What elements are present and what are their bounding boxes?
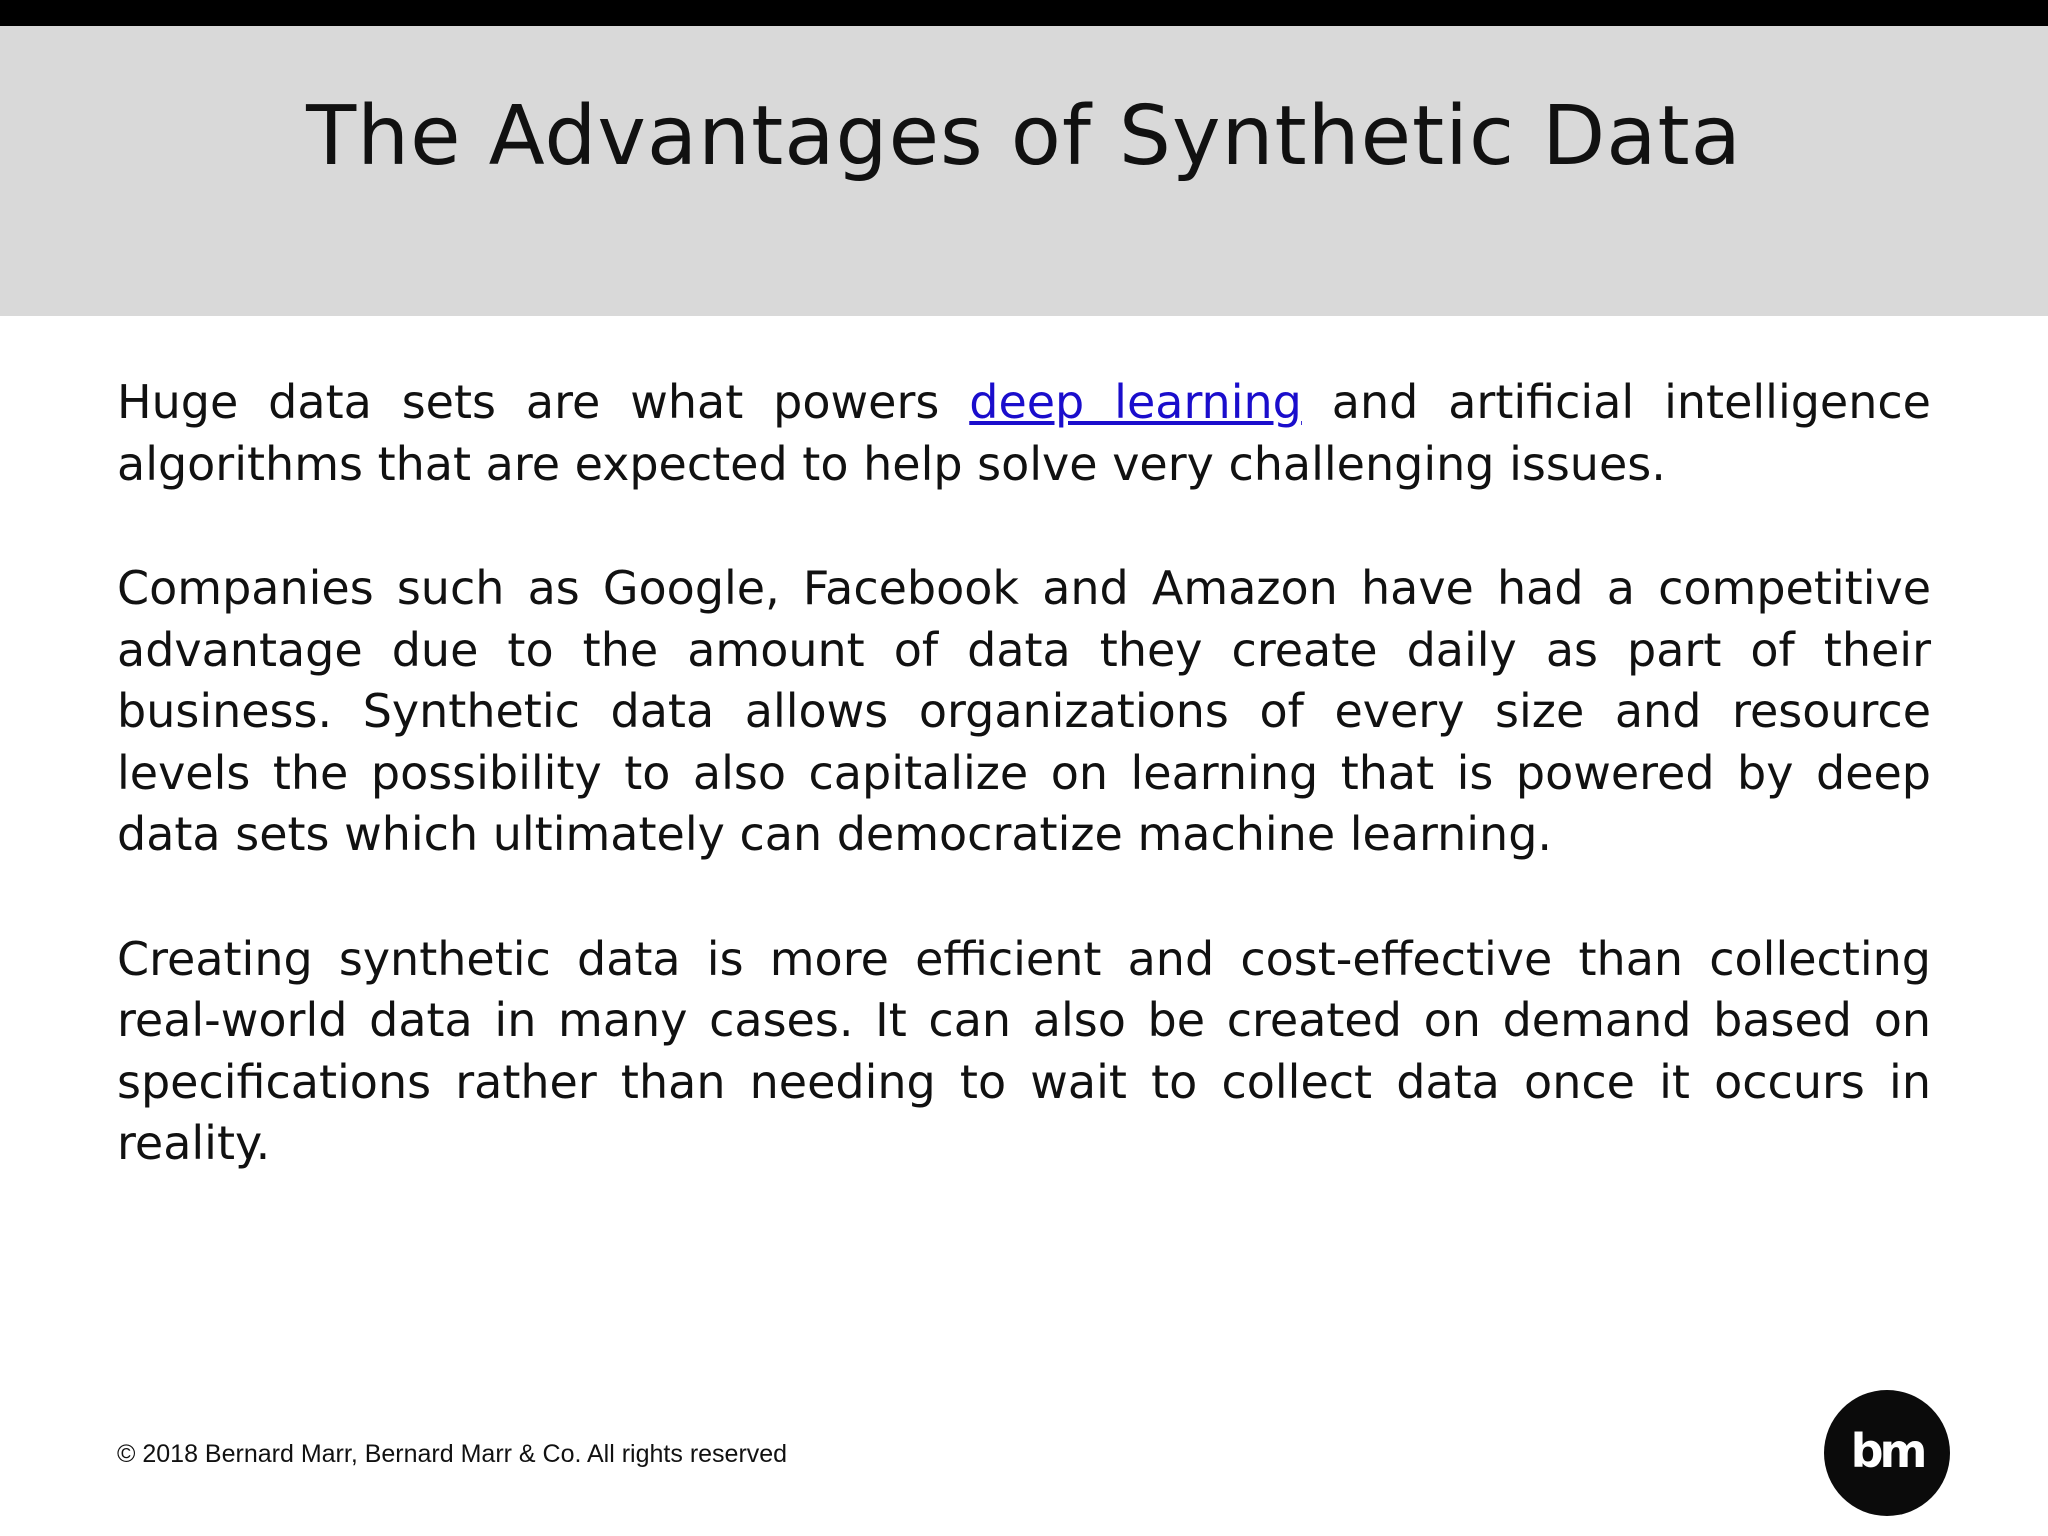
slide-title: The Advantages of Synthetic Data — [306, 88, 1742, 184]
title-band — [0, 26, 2048, 316]
paragraph-efficiency: Creating synthetic data is more efficient and cost-effective than collecting real-world data in many cases. It can also be created on demand based on specifications rather than needing to wait to collect data once it occurs in reality. — [117, 931, 1931, 1170]
bm-logo — [1824, 1390, 1950, 1516]
copyright-footer: © 2018 Bernard Marr, Bernard Marr & Co. All rights reserved — [117, 1440, 788, 1468]
top-bar — [0, 0, 2048, 26]
bm-logo-icon — [1845, 1411, 1929, 1495]
deep-learning-link[interactable]: deep learning — [969, 375, 1302, 429]
paragraph-deep-learning — [117, 372, 1931, 495]
paragraph-competitive-advantage: Companies such as Google, Facebook and Amazon have had a competitive advantage due to the amount of data they create daily as part of their business. Synthetic data allows organizations of every size and resource levels the possibility to also capitalize on learning that is powered by deep data sets which ultimately can democratize machine learning. — [117, 561, 1931, 861]
logo-text: bm — [1850, 1424, 1924, 1478]
slide-body — [117, 372, 1931, 1238]
paragraph-1-text-before: Huge data sets are what powers — [117, 375, 970, 429]
paragraph-1-text-after: and artificial intelligence algorithms that are expected to help solve very challenging issues. — [117, 375, 1931, 491]
